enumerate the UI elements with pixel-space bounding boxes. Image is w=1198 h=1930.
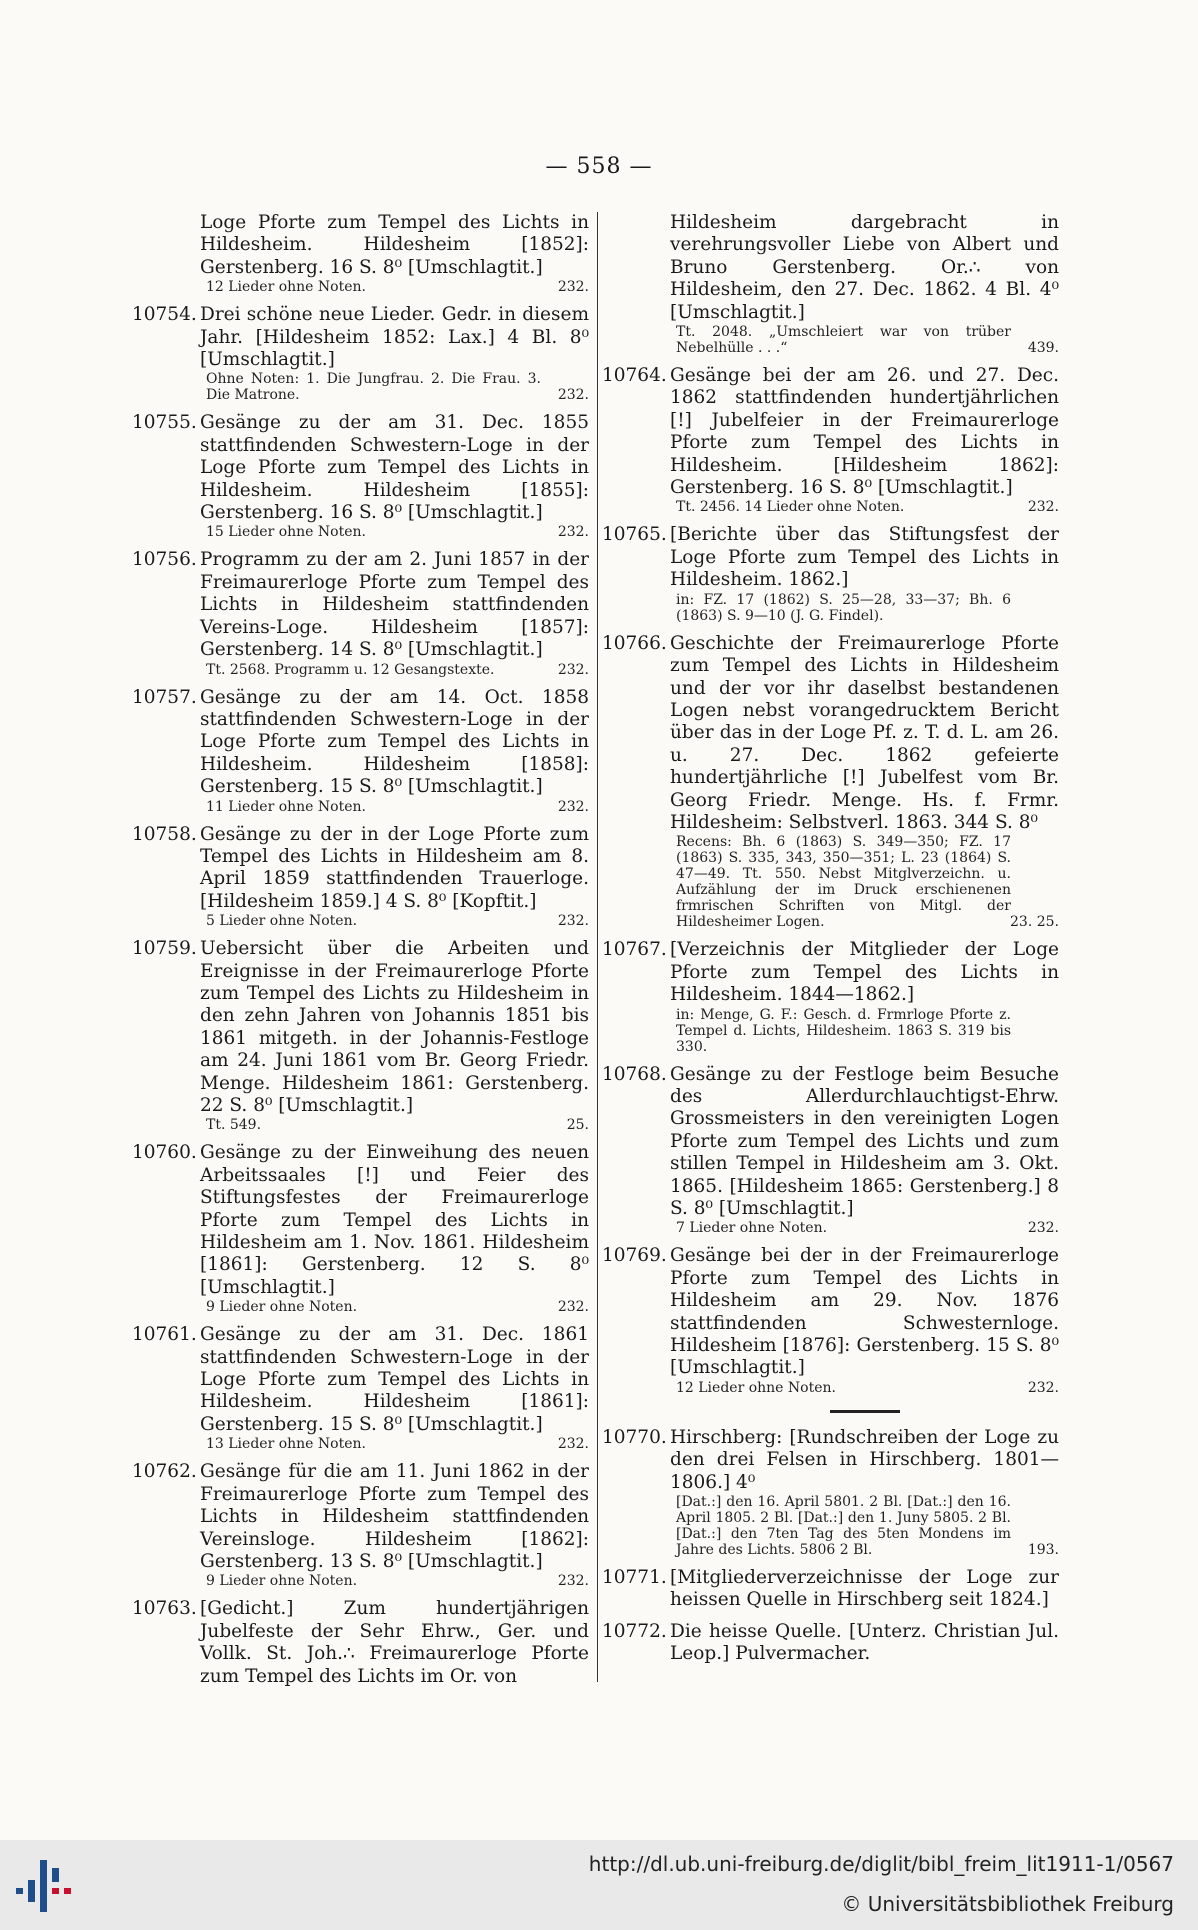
entry-note xyxy=(200,279,589,295)
bibliography-entry xyxy=(602,365,1059,515)
entry-number: 10754. xyxy=(132,304,197,326)
entry-number: 10770. xyxy=(602,1426,667,1448)
entry-note-text: 9 Lieder ohne Noten. xyxy=(206,1299,358,1316)
bibliography-entry xyxy=(132,1324,589,1452)
entry-text: Hirschberg: [Rundschreiben der Loge zu den drei Felsen in Hirschberg. 1801—1806.] 4⁰ xyxy=(670,1426,1059,1493)
entry-note-text: 11 Lieder ohne Noten. xyxy=(206,798,366,815)
entry-note xyxy=(670,1494,1059,1558)
entry-note xyxy=(670,592,1059,624)
entry-text: Gesänge für die am 11. Juni 1862 in der Freimaurerloge Pforte zum Tempel des Lichts in Hildesheim stattfindenden Vereinsloge. Hildesheim [1862]: Gerstenberg. 13 S. 8⁰ [Umschlagtit.] xyxy=(200,1461,589,1572)
entry-note-text: 12 Lieder ohne Noten. xyxy=(206,279,366,296)
bibliography-entry xyxy=(602,1427,1059,1558)
entry-reference-number: 232. xyxy=(557,798,589,815)
bibliography-entry xyxy=(602,212,1059,356)
entry-note-text: 9 Lieder ohne Noten. xyxy=(206,1573,358,1590)
entry-number: 10757. xyxy=(132,686,197,708)
entry-reference-number: 439. xyxy=(1027,340,1059,357)
entry-note xyxy=(200,662,589,678)
entry-text: Gesänge zu der am 31. Dec. 1861 stattfindenden Schwestern-Loge in der Loge Pforte zum Tempel des Lichts in Hildesheim. Hildesheim [1861]: Gerstenberg. 15 S. 8⁰ [Umschlagtit.] xyxy=(200,1324,589,1435)
entry-note-text: in: FZ. 17 (1862) S. 25—28, 33—37; Bh. 6 (1863) S. 9—10 (J. G. Findel). xyxy=(676,591,1011,624)
entry-reference-number: 232. xyxy=(1027,1220,1059,1237)
entry-note xyxy=(200,1436,589,1452)
bibliography-entry xyxy=(602,1621,1059,1666)
entry-text: [Mitgliederverzeichnisse der Loge zur heissen Quelle in Hirschberg seit 1824.] xyxy=(670,1567,1059,1611)
entry-number: 10758. xyxy=(132,823,197,845)
entry-text: [Berichte über das Stiftungsfest der Loge Pforte zum Tempel des Lichts in Hildesheim. 1862.] xyxy=(670,524,1059,591)
entry-number: 10759. xyxy=(132,938,197,960)
entry-number: 10772. xyxy=(602,1620,667,1642)
entry-reference-number: 232. xyxy=(557,913,589,930)
entry-text: Gesänge bei der in der Freimaurerloge Pforte zum Tempel des Lichts in Hildesheim am 29. Nov. 1876 stattfindenden Schwesternloge. Hildesheim [1876]: Gerstenberg. 15 S. 8⁰ [Umschlagtit.] xyxy=(670,1245,1059,1379)
entry-note-text: Tt. 2456. 14 Lieder ohne Noten. xyxy=(676,499,905,516)
entry-reference-number: 232. xyxy=(557,279,589,296)
entry-reference-number: 232. xyxy=(1027,1379,1059,1396)
entry-note-text: Tt. 549. xyxy=(206,1117,262,1134)
source-url-link[interactable]: http://dl.ub.uni-freiburg.de/diglit/bibl_freim_lit1911-1/0567 xyxy=(588,1852,1174,1876)
entry-note xyxy=(670,1007,1059,1055)
entry-number: 10771. xyxy=(602,1567,667,1589)
bibliography-entry xyxy=(132,938,589,1133)
entry-text: Loge Pforte zum Tempel des Lichts in Hildesheim. Hildesheim [1852]: Gerstenberg. 16 S. 8⁰ [Umschlagtit.] xyxy=(200,212,589,278)
entry-note xyxy=(200,1299,589,1315)
entry-note xyxy=(670,1380,1059,1396)
page-number: — 558 — xyxy=(545,154,653,179)
footer-bar xyxy=(0,1840,1198,1930)
left-column xyxy=(132,212,589,1697)
library-logo-icon xyxy=(14,1858,74,1914)
entry-note xyxy=(200,913,589,929)
entry-reference-number: 232. xyxy=(557,661,589,678)
entry-reference-number: 25. xyxy=(566,1117,589,1134)
entry-text: Die heisse Quelle. [Unterz. Christian Jul. Leop.] Pulvermacher. xyxy=(670,1620,1059,1665)
entry-number: 10755. xyxy=(132,412,197,434)
entry-reference-number: 232. xyxy=(557,1299,589,1316)
entry-number: 10769. xyxy=(602,1245,667,1267)
entry-note xyxy=(200,524,589,540)
bibliography-entry xyxy=(602,633,1059,931)
entry-reference-number: 232. xyxy=(557,1573,589,1590)
entry-note-text: 13 Lieder ohne Noten. xyxy=(206,1436,366,1453)
entry-reference-number: 23. 25. xyxy=(1010,914,1059,931)
entry-reference-number: 193. xyxy=(1027,1542,1059,1559)
bibliography-entry xyxy=(602,1567,1059,1612)
entry-note-text: 15 Lieder ohne Noten. xyxy=(206,524,366,541)
entry-note xyxy=(200,1117,589,1133)
entry-note-text: Recens: Bh. 6 (1863) S. 349—350; FZ. 17 (1863) S. 335, 343, 350—351; L. 23 (1864) S. 47—49. Tt. 550. Nebst Mitglverzeichn. u. Aufzählung der im Druck erschienenen frmrischen Schriften von Mitgl. der Hildesheimer Logen. xyxy=(676,834,1011,931)
entry-number: 10764. xyxy=(602,365,667,387)
entry-note xyxy=(200,799,589,815)
bibliography-entry xyxy=(602,524,1059,623)
entry-number: 10760. xyxy=(132,1142,197,1164)
bibliography-entry xyxy=(602,1064,1059,1237)
entry-number: 10768. xyxy=(602,1063,667,1085)
entry-note xyxy=(200,1573,589,1589)
bibliography-entry xyxy=(602,1245,1059,1395)
entry-note-text: Ohne Noten: 1. Die Jungfrau. 2. Die Frau. 3. Die Matrone. xyxy=(206,371,541,404)
bibliography-entry xyxy=(132,1461,589,1589)
entry-note xyxy=(670,499,1059,515)
entry-text: Drei schöne neue Lieder. Gedr. in diesem Jahr. [Hildesheim 1852: Lax.] 4 Bl. 8⁰ [Umschlagtit.] xyxy=(200,304,589,371)
entry-text: [Gedicht.] Zum hundertjährigen Jubelfeste der Sehr Ehrw., Ger. und Vollk. St. Joh.∴ Freimaurerloge Pforte zum Tempel des Lichts im Or. von xyxy=(200,1598,589,1687)
entry-note xyxy=(670,1220,1059,1236)
entry-number: 10765. xyxy=(602,524,667,546)
bibliography-entry xyxy=(132,412,589,540)
section-separator xyxy=(830,1410,900,1413)
entry-text: [Verzeichnis der Mitglieder der Loge Pforte zum Tempel des Lichts in Hildesheim. 1844—1862.] xyxy=(670,939,1059,1006)
bibliography-entry xyxy=(132,212,589,295)
entry-reference-number: 232. xyxy=(557,1436,589,1453)
entry-note-text: 7 Lieder ohne Noten. xyxy=(676,1220,828,1237)
bibliography-entry xyxy=(132,687,589,815)
entry-number: 10756. xyxy=(132,549,197,571)
entry-note xyxy=(200,371,589,403)
bibliography-entry xyxy=(132,1142,589,1315)
entry-number: 10763. xyxy=(132,1598,197,1620)
entry-text: Gesänge zu der am 31. Dec. 1855 stattfindenden Schwestern-Loge in der Loge Pforte zum Tempel des Lichts in Hildesheim. Hildesheim [1855]: Gerstenberg. 16 S. 8⁰ [Umschlagtit.] xyxy=(200,412,589,524)
entry-text: Geschichte der Freimaurerloge Pforte zum Tempel des Lichts in Hildesheim und der vor ihr daselbst bestandenen Logen nebst vorangedrucktem Bericht über das in der Loge Pf. z. T. d. L. am 26. u. 27. Dec. 1862 gefeierte hundertjährliche [!] Jubelfest vom Br. Georg Friedr. Menge. Hs. f. Frmr. Hildesheim: Selbstverl. 1863. 344 S. 8⁰ xyxy=(670,632,1059,833)
entry-text: Gesänge zu der in der Loge Pforte zum Tempel des Lichts in Hildesheim am 8. April 1859 stattfindenden Trauerloge. [Hildesheim 1859.] 4 S. 8⁰ [Kopftit.] xyxy=(200,823,589,912)
entry-reference-number: 232. xyxy=(557,387,589,404)
entry-note-text: 12 Lieder ohne Noten. xyxy=(676,1379,836,1396)
entry-note-text: Tt. 2568. Programm u. 12 Gesangstexte. xyxy=(206,661,495,678)
entry-number: 10761. xyxy=(132,1324,197,1346)
bibliography-entry xyxy=(132,549,589,677)
entry-note-text: in: Menge, G. F.: Gesch. d. Frmrloge Pforte z. Tempel d. Lichts, Hildesheim. 1863 S. 319 bis 330. xyxy=(676,1006,1011,1055)
bibliography-entry xyxy=(132,1598,589,1688)
entry-reference-number: 232. xyxy=(557,524,589,541)
bibliography-entry xyxy=(132,824,589,930)
column-divider xyxy=(597,212,598,1682)
entry-number: 10762. xyxy=(132,1461,197,1483)
entry-text: Programm zu der am 2. Juni 1857 in der Freimaurerloge Pforte zum Tempel des Lichts in Hildesheim stattfindenden Vereins-Loge. Hildesheim [1857]: Gerstenberg. 14 S. 8⁰ [Umschlagtit.] xyxy=(200,549,589,661)
entry-text: Gesänge zu der Einweihung des neuen Arbeitssaales [!] und Feier des Stiftungsfestes der Freimaurerloge Pforte zum Tempel des Lichts in Hildesheim am 1. Nov. 1861. Hildesheim [1861]: Gerstenberg. 12 S. 8⁰ [Umschlagtit.] xyxy=(200,1142,589,1298)
entry-note-text: [Dat.:] den 16. April 5801. 2 Bl. [Dat.:] den 16. April 1805. 2 Bl. [Dat.:] den 1. Juny 5805. 2 Bl. [Dat.:] den 7ten Tag des 5ten Mondens im Jahre des Lichts. 5806 2 Bl. xyxy=(676,1494,1011,1559)
right-column xyxy=(602,212,1059,1675)
entry-number: 10767. xyxy=(602,939,667,961)
entry-note xyxy=(670,324,1059,356)
entry-number: 10766. xyxy=(602,632,667,654)
entry-note-text: 5 Lieder ohne Noten. xyxy=(206,913,358,930)
copyright-text: © Universitätsbibliothek Freiburg xyxy=(841,1892,1174,1916)
entry-note xyxy=(670,834,1059,930)
entry-text: Gesänge zu der Festloge beim Besuche des Allerdurchlauchtigst-Ehrw. Grossmeisters in den vereinigten Logen Pforte zum Tempel des Lichts und zum stillen Tempel in Hildesheim am 3. Okt. 1865. [Hildesheim 1865: Gerstenberg.] 8 S. 8⁰ [Umschlagtit.] xyxy=(670,1063,1059,1219)
entry-reference-number: 232. xyxy=(1027,499,1059,516)
entry-note-text: Tt. 2048. „Umschleiert war von trüber Nebelhülle . . .“ xyxy=(676,324,1011,357)
entry-text: Gesänge bei der am 26. und 27. Dec. 1862 stattfindenden hundertjährlichen [!] Jubelfeier in der Freimaurerloge Pforte zum Tempel des Lichts in Hildesheim. [Hildesheim 1862]: Gerstenberg. 16 S. 8⁰ [Umschlagtit.] xyxy=(670,365,1059,499)
entry-text: Hildesheim dargebracht in verehrungsvoller Liebe von Albert und Bruno Gerstenberg. Or.∴ von Hildesheim, den 27. Dec. 1862. 4 Bl. 4⁰ [Umschlagtit.] xyxy=(670,212,1059,323)
bibliography-entry xyxy=(602,939,1059,1054)
entry-text: Uebersicht über die Arbeiten und Ereignisse in der Freimaurerloge Pforte zum Tempel des Lichts zu Hildesheim in den zehn Jahren von Johannis 1851 bis 1861 mitgeth. in der Johannis-Festloge am 24. Juni 1861 vom Br. Georg Friedr. Menge. Hildesheim 1861: Gerstenberg. 22 S. 8⁰ [Umschlagtit.] xyxy=(200,938,589,1116)
bibliography-entry xyxy=(132,304,589,403)
entry-text: Gesänge zu der am 14. Oct. 1858 stattfindenden Schwestern-Loge in der Loge Pforte zum Tempel des Lichts in Hildesheim. Hildesheim [1858]: Gerstenberg. 15 S. 8⁰ [Umschlagtit.] xyxy=(200,686,589,798)
